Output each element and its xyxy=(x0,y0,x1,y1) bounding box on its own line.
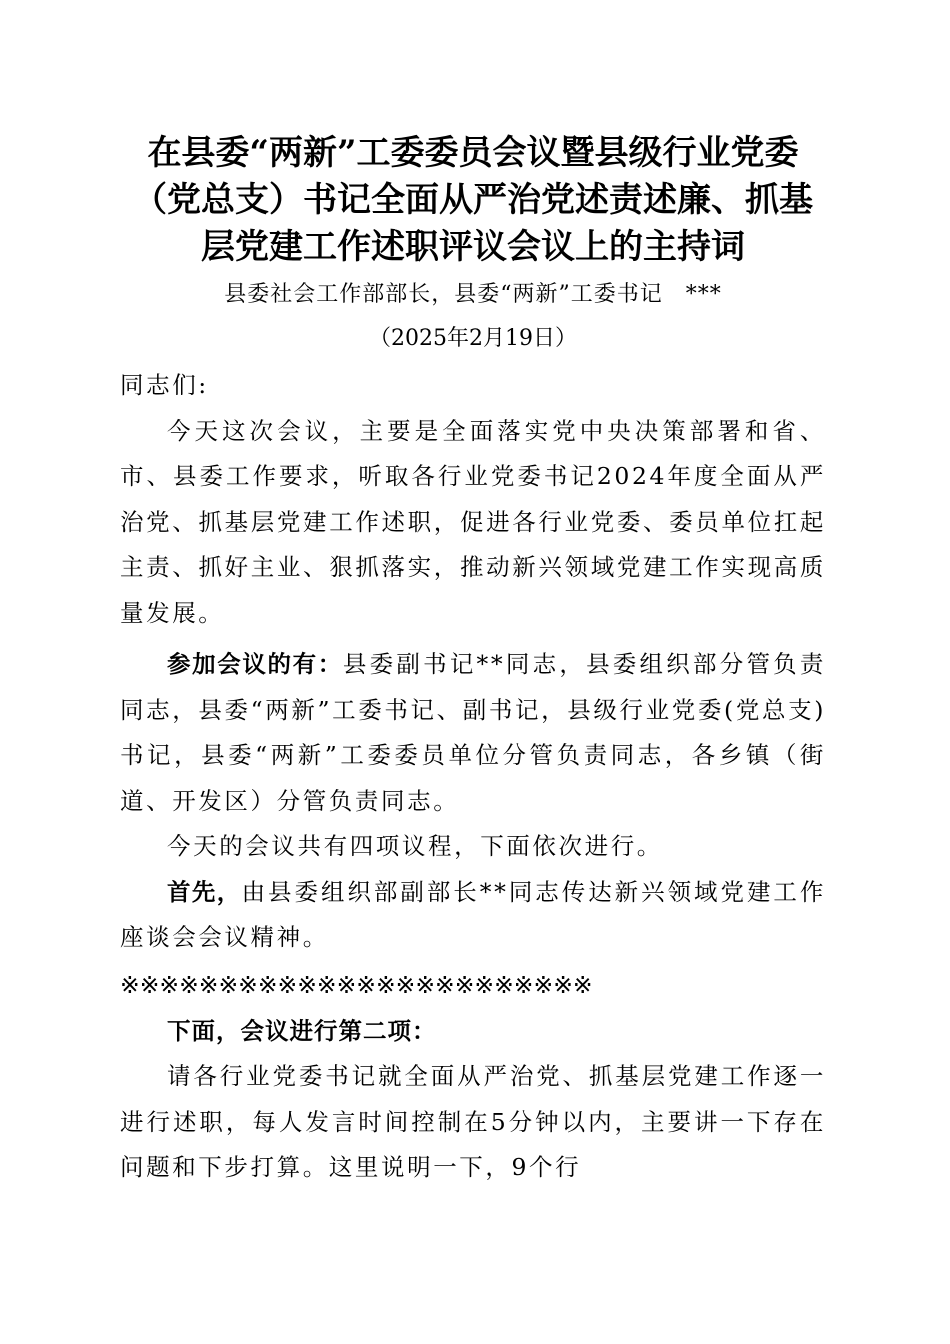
document-title: 在县委“两新”工委委员会议暨县级行业党委（党总支）书记全面从严治党述责述廉、抓基层党建工作述职评议会议上的主持词 xyxy=(133,133,813,267)
document-date: （2025年2月19日） xyxy=(369,326,577,351)
salutation: 同志们: xyxy=(120,371,209,399)
paragraph-attendees xyxy=(120,642,826,824)
document-page xyxy=(120,130,826,1191)
attendees-body: 县委副书记**同志，县委组织部分管负责同志，县委“两新”工委书记、副书记，县级行业党委(党总支)书记，县委“两新”工委委员单位分管负责同志，各乡镇（街道、开发区）分管负责同志。 xyxy=(120,650,826,815)
paragraph-first-item xyxy=(120,870,826,961)
first-item-body: 由县委组织部副部长**同志传达新兴领域党建工作座谈会会议精神。 xyxy=(120,877,826,951)
second-item-heading: 下面，会议进行第二项： xyxy=(167,1016,437,1045)
attendees-lead: 参加会议的有： xyxy=(167,650,343,678)
first-item-lead: 首先， xyxy=(167,877,242,906)
document-author: 县委社会工作部部长，县委“两新”工委书记 *** xyxy=(224,282,722,307)
paragraph-agenda: 今天的会议共有四项议程，下面依次进行。 xyxy=(167,832,663,860)
paragraph-second-item-heading xyxy=(120,1009,826,1055)
paragraph-second-item-body: 请各行业党委书记就全面从严治党、抓基层党建工作逐一进行述职，每人发言时间控制在5分钟以内，主要讲一下存在问题和下步打算。这里说明一下，9个行 xyxy=(120,1062,826,1181)
paragraph-opening: 今天这次会议，主要是全面落实党中央决策部署和省、市、县委工作要求，听取各行业党委书记2024年度全面从严治党、抓基层党建工作述职，促进各行业党委、委员单位扛起主责、抓好主业、狠抓落实，推动新兴领域党建工作实现高质量发展。 xyxy=(120,416,826,627)
separator-line: ※※※※※※※※※※※※※※※※※※※※※※※※ xyxy=(120,970,593,999)
